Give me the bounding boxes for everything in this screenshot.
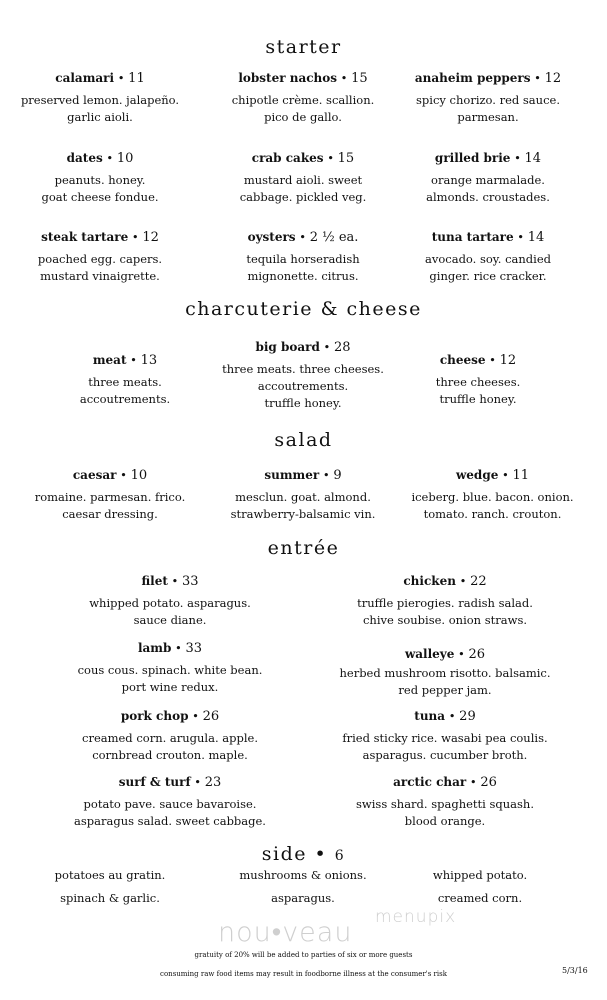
- item-price: 12: [499, 353, 517, 368]
- gratuity-note: gratuity of 20% will be added to parties of six or more guests: [194, 951, 413, 959]
- watermark-site: menupix: [375, 907, 457, 927]
- item-desc: swiss shard. spaghetti squash.: [356, 797, 534, 811]
- item-name: calamari: [55, 71, 115, 85]
- item-desc: iceberg. blue. bacon. onion.: [411, 490, 574, 504]
- side-item: asparagus.: [271, 891, 335, 905]
- side-title: side: [261, 843, 307, 865]
- menu-item-steak-tartare: steak tartare • 12 poached egg. capers. mustard vinaigrette.: [5, 229, 195, 285]
- item-name: chicken: [403, 574, 456, 588]
- item-desc: three meats.: [88, 375, 162, 389]
- watermark-logo: nou•veau: [218, 917, 353, 948]
- item-desc: tomato. ranch. crouton.: [423, 507, 562, 521]
- item-name: meat: [92, 353, 127, 367]
- side-item: whipped potato.: [432, 868, 528, 882]
- menu-item-grilled-brie: grilled brie • 14 orange marmalade. almonds. croustades.: [388, 150, 588, 206]
- item-name: surf & turf: [118, 775, 191, 789]
- section-title-starter: starter: [265, 36, 342, 58]
- item-name: pork chop: [120, 709, 189, 723]
- item-name: filet: [141, 574, 168, 588]
- menu-item-caesar: caesar • 10 romaine. parmesan. frico. caesar dressing.: [10, 467, 210, 523]
- item-price: 15: [351, 71, 368, 86]
- item-name: wedge: [455, 468, 499, 482]
- item-desc: whipped potato. asparagus.: [89, 596, 251, 610]
- menu-item-anaheim-peppers: anaheim peppers • 12 spicy chorizo. red sauce. parmesan.: [388, 70, 588, 126]
- side-item: potatoes au gratin.: [54, 868, 166, 882]
- item-desc: spicy chorizo. red sauce.: [416, 93, 560, 107]
- item-desc: cornbread crouton. maple.: [92, 748, 248, 762]
- menu-item-lobster-nachos: lobster nachos • 15 chipotle crème. scallion. pico de gallo.: [208, 70, 398, 126]
- item-desc: cabbage. pickled veg.: [239, 190, 367, 204]
- item-price: 12: [142, 230, 159, 245]
- item-desc: truffle honey.: [264, 396, 342, 410]
- section-title-salad: salad: [274, 429, 333, 451]
- menu-item-tuna: tuna • 29 fried sticky rice. wasabi pea coulis. asparagus. cucumber broth.: [315, 708, 575, 764]
- item-desc: garlic aioli.: [67, 110, 133, 124]
- item-desc: almonds. croustades.: [426, 190, 550, 204]
- item-desc: poached egg. capers.: [37, 252, 163, 266]
- menu-item-tuna-tartare: tuna tartare • 14 avocado. soy. candied ginger. rice cracker.: [388, 229, 588, 285]
- side-item: spinach & garlic.: [60, 891, 160, 905]
- item-price: 11: [128, 71, 145, 86]
- menu-item-lamb: lamb • 33 cous cous. spinach. white bean. port wine redux.: [50, 640, 290, 696]
- side-item: creamed corn.: [437, 891, 523, 905]
- item-price: 33: [185, 641, 203, 656]
- item-name: dates: [66, 151, 103, 165]
- item-desc: three cheeses.: [435, 375, 521, 389]
- menu-date: 5/3/16: [562, 966, 588, 975]
- raw-food-warning: consuming raw food items may result in foodborne illness at the consumer's risk: [160, 970, 447, 978]
- item-price: 9: [333, 468, 342, 483]
- menu-item-surf-and-turf: surf & turf • 23 potato pave. sauce bavaroise. asparagus salad. sweet cabbage.: [50, 774, 290, 830]
- item-price: 10: [116, 151, 134, 166]
- menu-item-filet: filet • 33 whipped potato. asparagus. sauce diane.: [50, 573, 290, 629]
- menu-item-walleye: walleye • 26 herbed mushroom risotto. balsamic. red pepper jam.: [315, 646, 575, 699]
- item-name: crab cakes: [251, 151, 324, 165]
- menu-item-calamari: calamari • 11 preserved lemon. jalapeño. garlic aioli.: [5, 70, 195, 126]
- item-desc: fried sticky rice. wasabi pea coulis.: [342, 731, 548, 745]
- item-desc: orange marmalade.: [431, 173, 545, 187]
- item-desc: three meats. three cheeses.: [222, 362, 384, 376]
- menu-item-wedge: wedge • 11 iceberg. blue. bacon. onion. tomato. ranch. crouton.: [385, 467, 600, 523]
- menu-item-cheese: cheese • 12 three cheeses. truffle honey.: [383, 352, 573, 408]
- item-name: anaheim peppers: [414, 71, 531, 85]
- item-price: 22: [470, 574, 487, 589]
- item-desc: preserved lemon. jalapeño.: [20, 93, 180, 107]
- menu-item-crab-cakes: crab cakes • 15 mustard aioli. sweet cabbage. pickled veg.: [208, 150, 398, 206]
- item-desc: accoutrements.: [257, 379, 349, 393]
- item-desc: asparagus salad. sweet cabbage.: [74, 814, 266, 828]
- item-price: 29: [459, 709, 476, 724]
- item-price: 26: [480, 775, 497, 790]
- item-name: lamb: [137, 641, 172, 655]
- item-price: 14: [524, 151, 542, 166]
- item-desc: chipotle crème. scallion.: [231, 93, 375, 107]
- item-price: 10: [130, 468, 148, 483]
- item-desc: truffle honey.: [439, 392, 517, 406]
- item-name: oysters: [247, 230, 296, 244]
- section-title-charcuterie: charcuterie & cheese: [185, 298, 422, 320]
- item-price: 23: [204, 775, 222, 790]
- item-name: lobster nachos: [238, 71, 338, 85]
- item-name: steak tartare: [41, 230, 129, 244]
- item-desc: asparagus. cucumber broth.: [362, 748, 528, 762]
- item-desc: potato pave. sauce bavaroise.: [83, 797, 257, 811]
- item-price: 12: [544, 71, 562, 86]
- item-desc: port wine redux.: [121, 680, 219, 694]
- item-desc: peanuts. honey.: [54, 173, 146, 187]
- item-desc: herbed mushroom risotto. balsamic.: [339, 666, 551, 680]
- item-price: 26: [468, 647, 486, 662]
- item-name: grilled brie: [434, 151, 511, 165]
- item-desc: cous cous. spinach. white bean.: [77, 663, 263, 677]
- item-desc: blood orange.: [404, 814, 486, 828]
- side-item: mushrooms & onions.: [239, 868, 367, 882]
- item-desc: mustard aioli. sweet: [243, 173, 363, 187]
- item-price: 14: [527, 230, 545, 245]
- item-price: 2 ½ ea.: [309, 230, 359, 245]
- menu-item-chicken: chicken • 22 truffle pierogies. radish salad. chive soubise. onion straws.: [315, 573, 575, 629]
- item-desc: truffle pierogies. radish salad.: [357, 596, 533, 610]
- item-desc: parmesan.: [457, 110, 519, 124]
- item-desc: creamed corn. arugula. apple.: [82, 731, 258, 745]
- menu-item-meat: meat • 13 three meats. accoutrements.: [30, 352, 220, 408]
- item-price: 13: [140, 353, 158, 368]
- item-name: summer: [264, 468, 320, 482]
- menu-item-big-board: big board • 28 three meats. three cheeses. accoutrements. truffle honey.: [203, 339, 403, 412]
- item-price: 26: [202, 709, 220, 724]
- item-desc: accoutrements.: [79, 392, 171, 406]
- item-desc: goat cheese fondue.: [41, 190, 159, 204]
- item-name: big board: [255, 340, 320, 354]
- item-desc: mesclun. goat. almond.: [235, 490, 371, 504]
- side-price: 6: [334, 848, 346, 864]
- item-desc: ginger. rice cracker.: [429, 269, 547, 283]
- item-name: tuna: [414, 709, 446, 723]
- item-desc: mustard vinaigrette.: [40, 269, 160, 283]
- item-price: 11: [512, 468, 530, 483]
- section-title-entree: entrée: [267, 537, 340, 559]
- item-name: caesar: [72, 468, 117, 482]
- item-desc: tequila horseradish: [246, 252, 360, 266]
- item-price: 15: [337, 151, 355, 166]
- item-desc: avocado. soy. candied: [425, 252, 551, 266]
- item-name: arctic char: [393, 775, 467, 789]
- item-desc: strawberry-balsamic vin.: [230, 507, 376, 521]
- item-name: cheese: [439, 353, 486, 367]
- menu-item-summer: summer • 9 mesclun. goat. almond. strawberry-balsamic vin.: [203, 467, 403, 523]
- item-desc: red pepper jam.: [398, 683, 492, 697]
- menu-item-dates: dates • 10 peanuts. honey. goat cheese fondue.: [5, 150, 195, 206]
- item-desc: mignonette. citrus.: [247, 269, 359, 283]
- menu-item-pork-chop: pork chop • 26 creamed corn. arugula. apple. cornbread crouton. maple.: [50, 708, 290, 764]
- item-price: 28: [333, 340, 351, 355]
- item-desc: caesar dressing.: [62, 507, 158, 521]
- item-desc: sauce diane.: [133, 613, 207, 627]
- item-price: 33: [182, 574, 199, 589]
- item-desc: chive soubise. onion straws.: [362, 613, 528, 627]
- menu-item-oysters: oysters • 2 ½ ea. tequila horseradish mignonette. citrus.: [208, 229, 398, 285]
- item-name: walleye: [404, 647, 455, 661]
- item-desc: romaine. parmesan. frico.: [34, 490, 186, 504]
- item-name: tuna tartare: [431, 230, 514, 244]
- menu-item-arctic-char: arctic char • 26 swiss shard. spaghetti squash. blood orange.: [315, 774, 575, 830]
- section-title-side: side • 6: [261, 843, 346, 865]
- item-desc: pico de gallo.: [264, 110, 342, 124]
